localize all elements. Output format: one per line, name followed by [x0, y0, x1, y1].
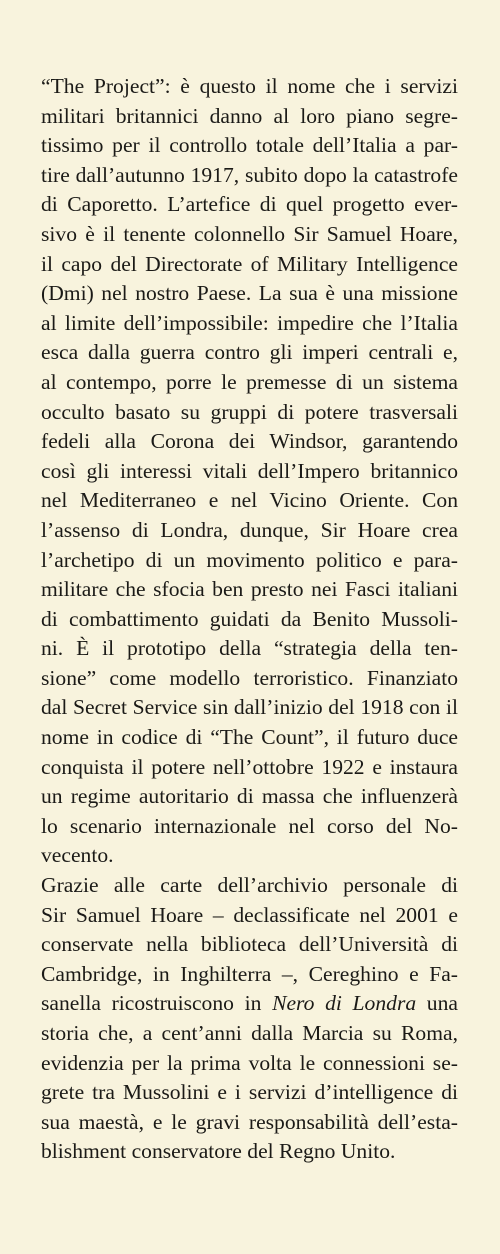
text-line: conquista il potere nell’ottobre 1922 e instaura — [41, 754, 458, 779]
text-line: conservate nella biblioteca dell’Università di — [41, 932, 458, 957]
text-line: Sir Samuel Hoare – declassificate nel 2001 e — [41, 902, 458, 927]
text-line: grete tra Mussolini e i servizi d’intelligence di — [41, 1080, 458, 1105]
paragraph — [41, 871, 458, 1167]
text-line: militare che sfocia ben presto nei Fasci italiani — [41, 577, 458, 602]
text-line: tissimo per il controllo totale dell’Italia a par- — [41, 133, 458, 158]
text-line: al limite dell’impossibile: impedire che l’Italia — [41, 310, 458, 335]
book-title: Nero di Londra — [272, 991, 417, 1016]
text-line: esca dalla guerra contro gli imperi centrali e, — [41, 340, 458, 365]
text-line: sivo è il tenente colonnello Sir Samuel Hoare, — [41, 221, 458, 246]
text-line: tire dall’autunno 1917, subito dopo la catastrofe — [41, 162, 458, 187]
text-line: storia che, a cent’anni dalla Marcia su Roma, — [41, 1021, 458, 1045]
text-line: nel Mediterraneo e nel Vicino Oriente. Con — [41, 488, 458, 513]
text-line: sanella ricostruiscono in Nero di Londra una — [41, 991, 458, 1016]
text-line: Grazie alle carte dell’archivio personale di — [41, 873, 458, 898]
text-line: al contempo, porre le premesse di un sistema — [41, 369, 458, 394]
text-line: un regime autoritario di massa che influenzerà — [41, 784, 458, 809]
text-line: nome in codice di “The Count”, il futuro duce — [41, 725, 458, 750]
text-line: militari britannici danno al loro piano segre- — [41, 103, 458, 128]
text-line: l’archetipo di un movimento politico e para- — [41, 547, 458, 572]
text-line: il capo del Directorate of Military Intelligence — [41, 251, 458, 276]
text-line: così gli interessi vitali dell’Impero britannico — [41, 458, 458, 483]
text-line: “The Project”: è questo il nome che i servizi — [41, 74, 458, 98]
text-line: (Dmi) nel nostro Paese. La sua è una missione — [41, 281, 458, 306]
text-line: sione” come modello terroristico. Finanziato — [41, 665, 458, 690]
text-line: dal Secret Service sin dall’inizio del 1918 con il — [41, 695, 458, 720]
text-line: l’assenso di Londra, dunque, Sir Hoare crea — [41, 517, 458, 542]
text-line: vecento. — [41, 843, 114, 868]
text-line: occulto basato su gruppi di potere trasversali — [41, 399, 458, 424]
text-line: ni. È il prototipo della “strategia della ten- — [41, 636, 458, 661]
text-line: lo scenario internazionale nel corso del No- — [41, 813, 458, 838]
text-line: blishment conservatore del Regno Unito. — [41, 1139, 396, 1164]
paragraph — [41, 72, 458, 871]
text-line: fedeli alla Corona dei Windsor, garantendo — [41, 429, 458, 454]
blurb-text — [41, 72, 458, 1167]
book-blurb — [41, 72, 458, 1167]
text-line: di Caporetto. L’artefice di quel progetto ever- — [41, 192, 458, 217]
text-line: di combattimento guidati da Benito Mussoli- — [41, 606, 458, 631]
text-line: evidenzia per la prima volta le connessioni se- — [41, 1050, 458, 1075]
text-line: Cambridge, in Inghilterra –, Cereghino e Fa- — [41, 961, 458, 986]
text-line: sua maestà, e le gravi responsabilità dell’esta- — [41, 1109, 458, 1134]
